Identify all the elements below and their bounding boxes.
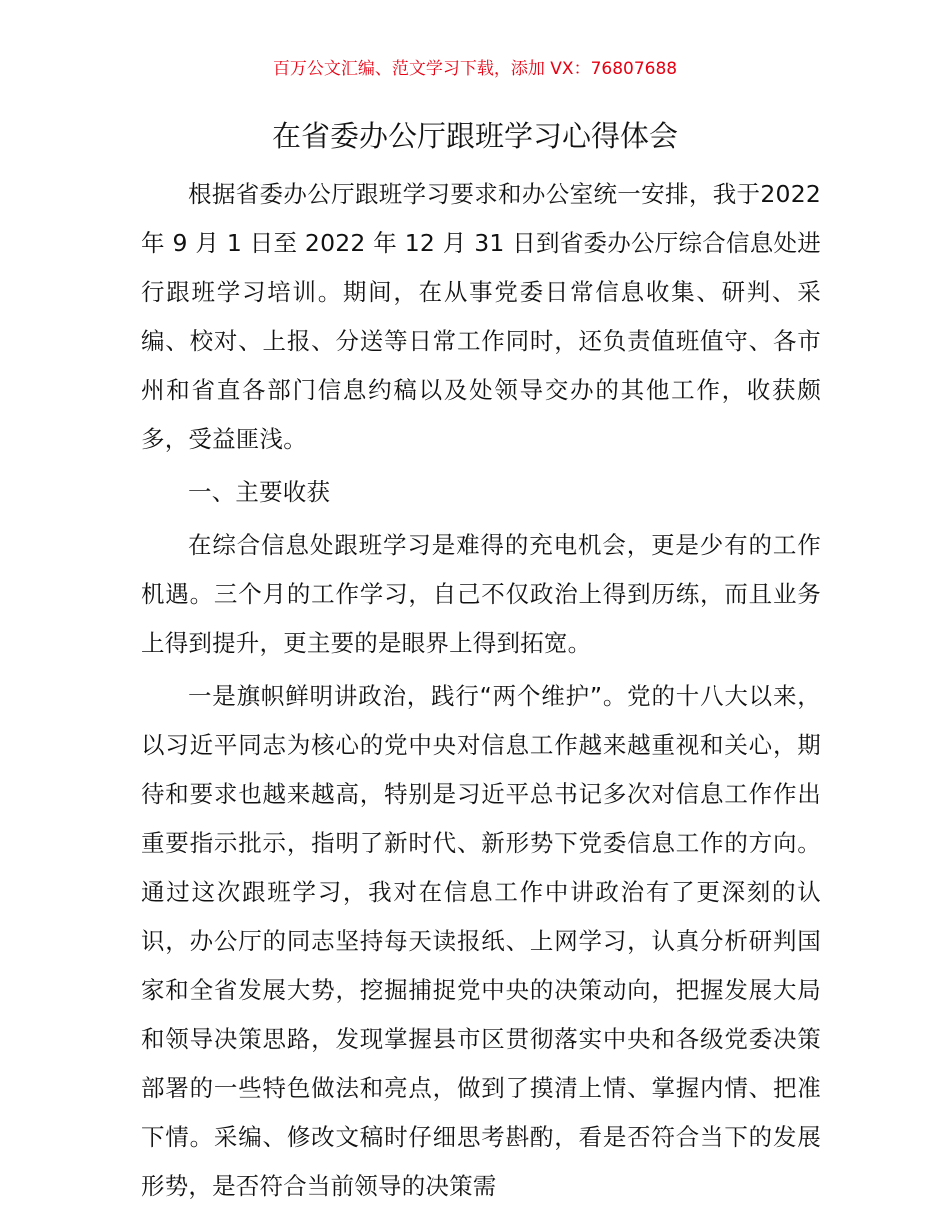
page-title: 在省委办公厅跟班学习心得体会 bbox=[271, 119, 678, 153]
document-body bbox=[141, 170, 821, 1215]
paragraph-gains-summary: 在综合信息处跟班学习是难得的充电机会，更是少有的工作机遇。三个月的工作学习，自己不仅政治上得到历练，而且业务上得到提升，更主要的是眼界上得到拓宽。 bbox=[141, 531, 821, 657]
paragraph-intro: 根据省委办公厅跟班学习要求和办公室统一安排，我于2022 年 9 月 1 日至 2022 年 12 月 31 日到省委办公厅综合信息处进行跟班学习培训。期间，在从事党委日常信息收集、研判、采编、校对、上报、分送等日常工作同时，还负责值班值守、各市州和省直各部门信息约稿以及处领导交办的其他工作，收获颇多，受益匪浅。 bbox=[141, 180, 821, 453]
section-heading-main-gains: 一、主要收获 bbox=[188, 478, 331, 506]
paragraph-politics: 一是旗帜鲜明讲政治，践行“两个维护”。党的十八大以来，以习近平同志为核心的党中央对信息工作越来越重视和关心，期待和要求也越来越高，特别是习近平总书记多次对信息工作作出重要指示批示，指明了新时代、新形势下党委信息工作的方向。通过这次跟班学习，我对在信息工作中讲政治有了更深刻的认识，办公厅的同志坚持每天读报纸、上网学习，认真分析研判国家和全省发展大势，挖掘捕捉党中央的决策动向，把握发展大局和领导决策思路，发现掌握县市区贯彻落实中央和各级党委决策部署的一些特色做法和亮点，做到了摸清上情、掌握内情、把准下情。采编、修改文稿时仔细思考斟酌，看是否符合当下的发展形势，是否符合当前领导的决策需 bbox=[141, 682, 821, 1200]
header-watermark-note: 百万公文汇编、范文学习下载，添加 VX：76807688 bbox=[272, 59, 678, 79]
